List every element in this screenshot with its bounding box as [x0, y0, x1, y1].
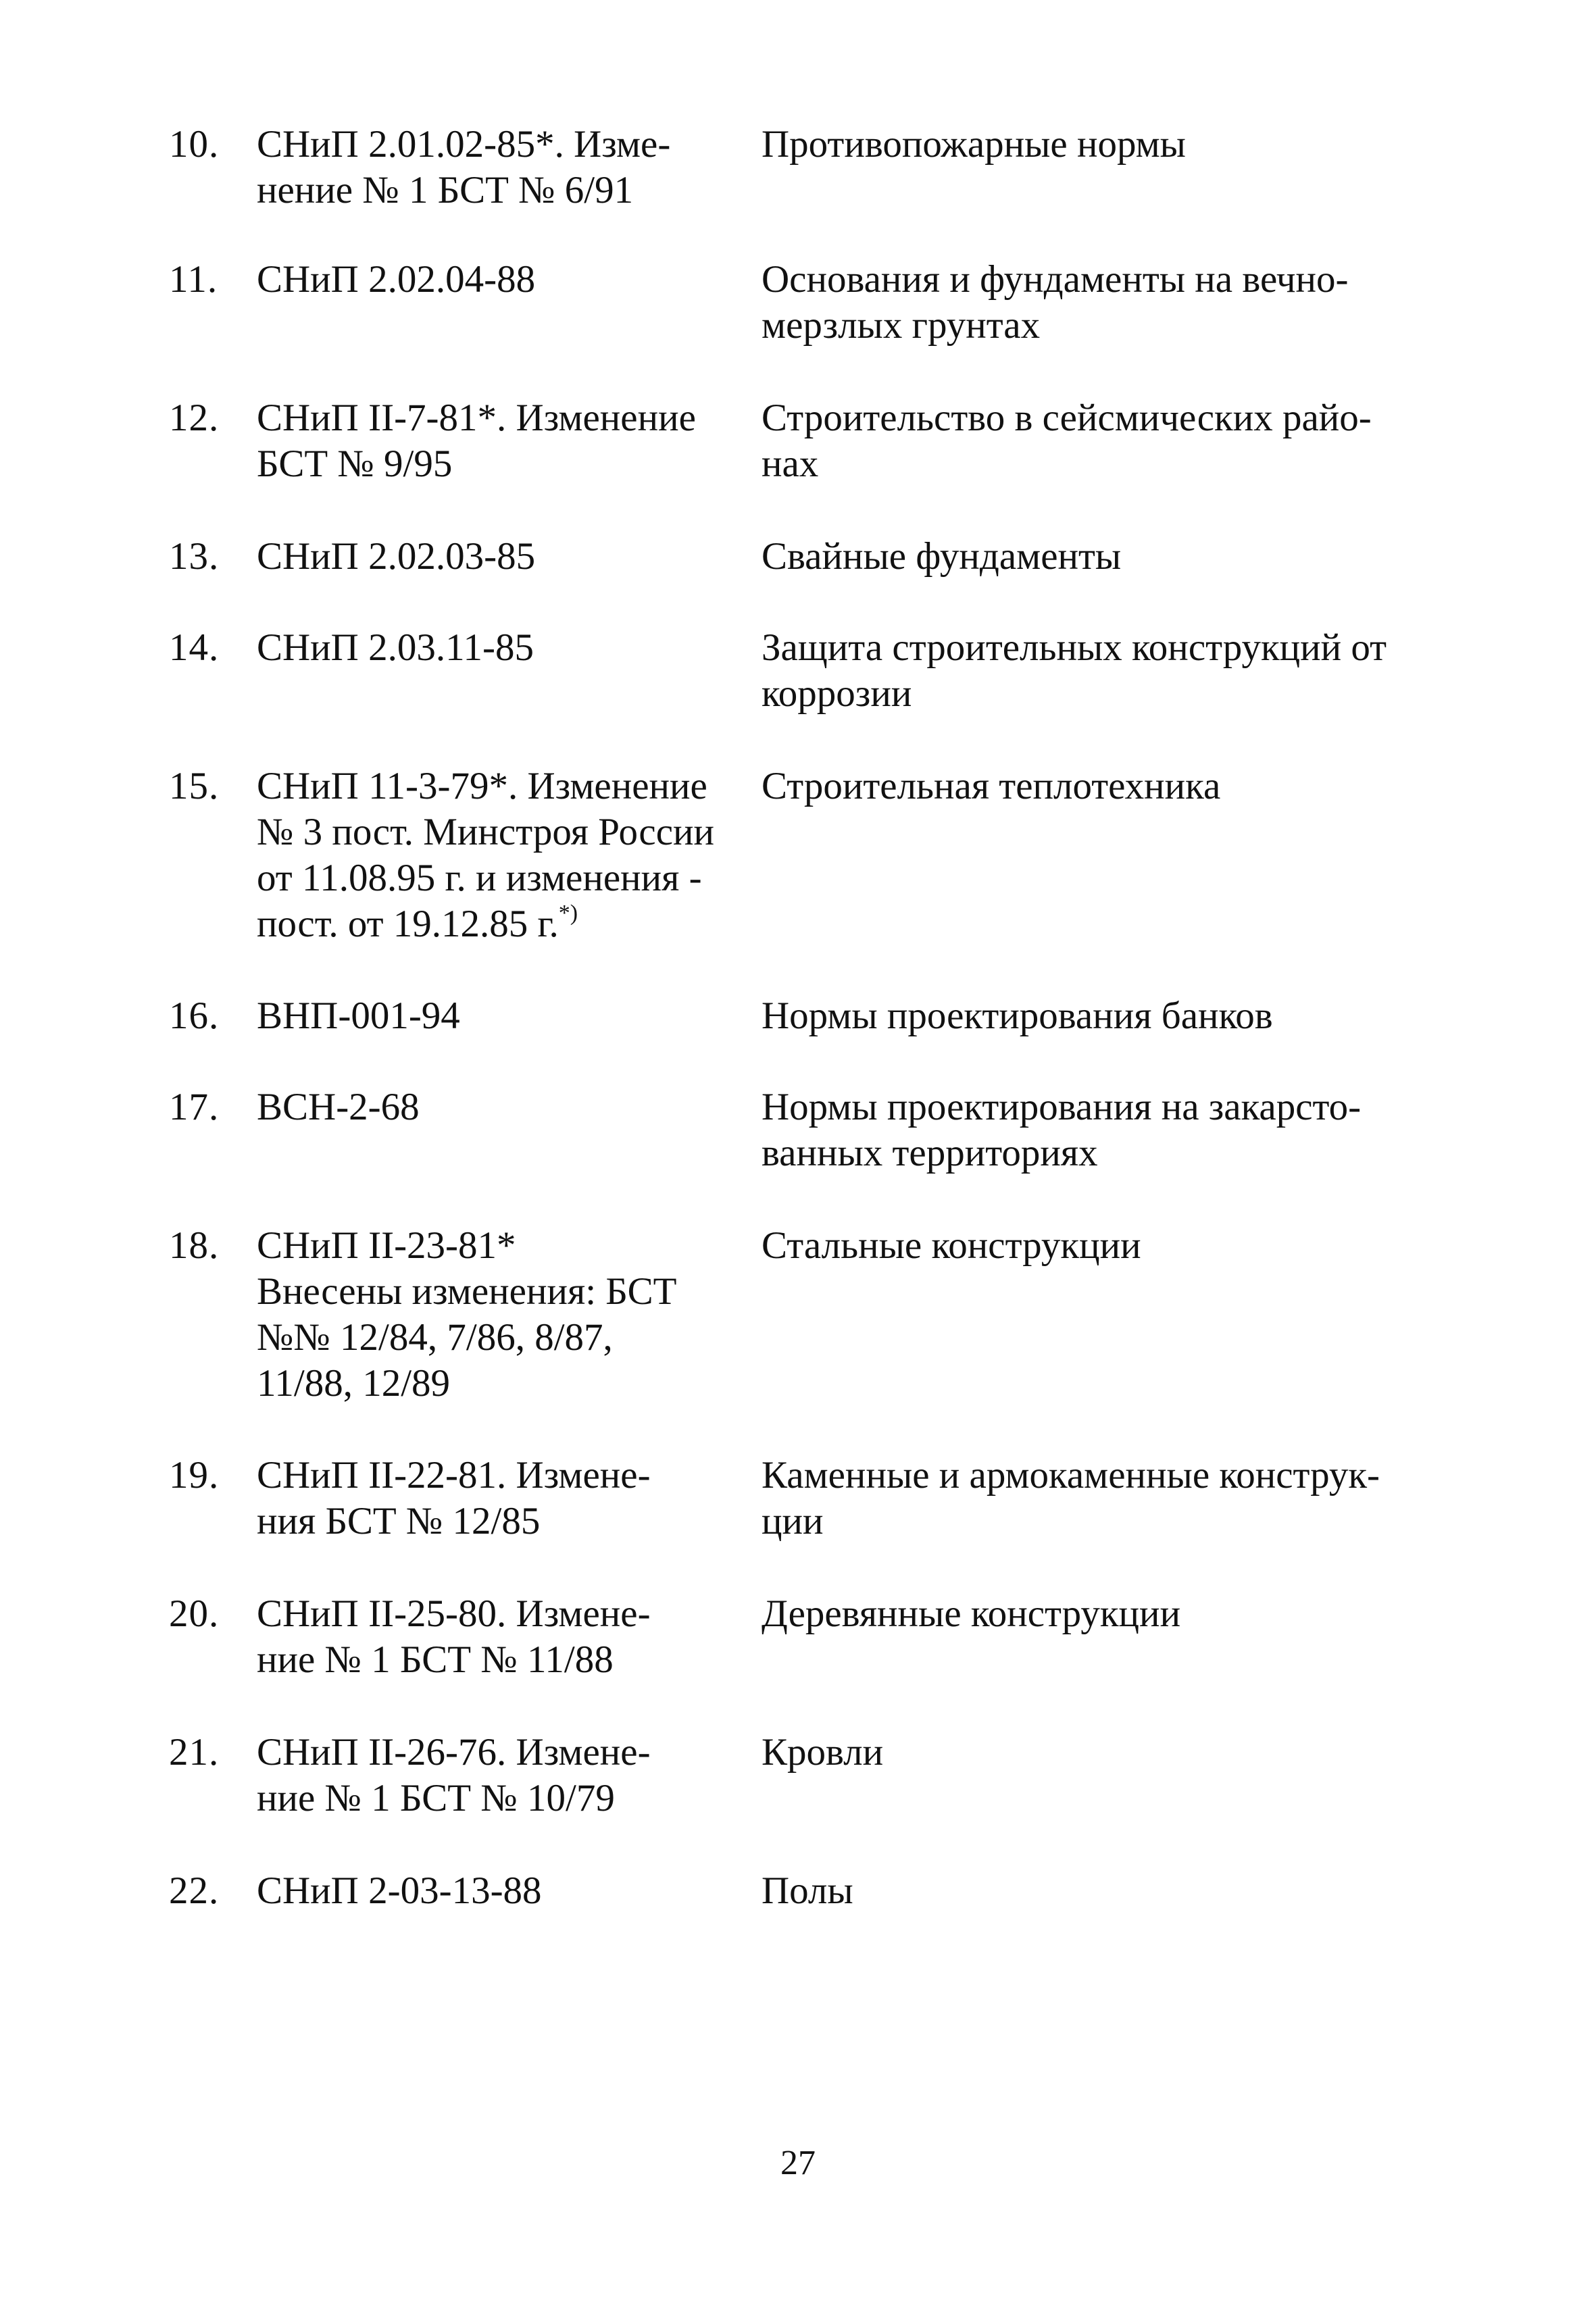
standard-code	[257, 625, 757, 671]
code-line: СНиП II-25-80. Измене-	[257, 1592, 651, 1635]
code-line: СНиП 11-3-79*. Изменение	[257, 765, 707, 807]
desc-line: Кровли	[762, 1731, 884, 1774]
standard-code	[257, 763, 757, 947]
item-number: 10.	[169, 123, 220, 166]
standard-code	[257, 122, 757, 213]
desc-line: Строительная теплотехника	[762, 765, 1221, 807]
desc-line: Деревянные конструкции	[762, 1592, 1181, 1635]
item-number: 16.	[169, 995, 220, 1037]
code-line	[257, 901, 757, 947]
standard-code	[257, 395, 757, 487]
standard-description	[762, 1730, 1478, 1776]
item-number: 15.	[169, 765, 220, 807]
code-line: 11/88, 12/89	[257, 1362, 451, 1405]
desc-line: мерзлых грунтах	[762, 304, 1041, 347]
code-line: СНиП II-26-76. Измене-	[257, 1731, 651, 1774]
code-line: СНиП 2.02.03-85	[257, 535, 536, 578]
standard-description	[762, 1868, 1478, 1914]
standard-code	[257, 1730, 757, 1821]
item-number: 21.	[169, 1731, 220, 1774]
code-line: ВСН-2-68	[257, 1086, 420, 1128]
desc-line: Строительство в сейсмических райо-	[762, 397, 1372, 439]
code-line: СНиП 2.03.11-85	[257, 626, 534, 669]
standard-code	[257, 993, 757, 1039]
desc-line: Стальные конструкции	[762, 1224, 1141, 1267]
item-number: 14.	[169, 626, 220, 669]
standard-description	[762, 534, 1478, 580]
desc-line: ванных территориях	[762, 1132, 1098, 1174]
code-line: ВНП-001-94	[257, 995, 460, 1037]
code-line: БСТ № 9/95	[257, 443, 453, 485]
item-number: 13.	[169, 535, 220, 578]
code-line-text: пост. от 19.12.85 г.	[257, 903, 559, 945]
standard-description	[762, 1453, 1478, 1544]
code-line: от 11.08.95 г. и изменения -	[257, 857, 702, 899]
standard-description	[762, 257, 1478, 349]
desc-line: Основания и фундаменты на вечно-	[762, 258, 1349, 301]
standard-description	[762, 1223, 1478, 1269]
desc-line: Защита строительных конструкций от	[762, 626, 1387, 669]
code-line: СНиП II-7-81*. Изменение	[257, 397, 696, 439]
standard-description	[762, 993, 1478, 1039]
page-number: 27	[780, 2144, 816, 2182]
item-number: 11.	[169, 258, 218, 301]
code-line: СНиП 2.01.02-85*. Изме-	[257, 123, 671, 166]
standard-code	[257, 534, 757, 580]
code-line: №№ 12/84, 7/86, 8/87,	[257, 1316, 613, 1359]
desc-line: ции	[762, 1500, 824, 1542]
standard-code	[257, 1453, 757, 1544]
code-line: ния БСТ № 12/85	[257, 1500, 541, 1542]
item-number: 17.	[169, 1086, 220, 1128]
desc-line: нах	[762, 443, 819, 485]
item-number: 20.	[169, 1592, 220, 1635]
code-line: Внесены изменения: БСТ	[257, 1270, 677, 1313]
standard-code	[257, 257, 757, 303]
item-number: 19.	[169, 1454, 220, 1496]
code-line: СНиП 2-03-13-88	[257, 1869, 542, 1912]
standard-description	[762, 1084, 1478, 1176]
item-number: 12.	[169, 397, 220, 439]
standard-code	[257, 1084, 757, 1130]
desc-line: коррозии	[762, 672, 912, 715]
desc-line: Нормы проектирования банков	[762, 995, 1273, 1037]
code-line: № 3 пост. Минстроя России	[257, 811, 715, 853]
code-line: нение № 1 БСТ № 6/91	[257, 169, 634, 211]
code-line: СНиП 2.02.04-88	[257, 258, 536, 301]
code-line: ние № 1 БСТ № 11/88	[257, 1638, 614, 1681]
code-line: СНиП II-23-81*	[257, 1224, 516, 1267]
standard-code	[257, 1223, 757, 1407]
footnote-marker: *)	[558, 901, 578, 926]
item-number: 22.	[169, 1869, 220, 1912]
desc-line: Противопожарные нормы	[762, 123, 1186, 166]
desc-line: Полы	[762, 1869, 853, 1912]
desc-line: Свайные фундаменты	[762, 535, 1122, 578]
item-number: 18.	[169, 1224, 220, 1267]
standard-description	[762, 1591, 1478, 1637]
standard-description	[762, 122, 1478, 168]
standard-description	[762, 625, 1478, 717]
code-line: ние № 1 БСТ № 10/79	[257, 1777, 615, 1819]
standard-description	[762, 763, 1478, 809]
code-line: СНиП II-22-81. Измене-	[257, 1454, 651, 1496]
standard-code	[257, 1868, 757, 1914]
desc-line: Нормы проектирования на закарсто-	[762, 1086, 1362, 1128]
desc-line: Каменные и армокаменные конструк-	[762, 1454, 1380, 1496]
standard-description	[762, 395, 1478, 487]
standard-code	[257, 1591, 757, 1683]
